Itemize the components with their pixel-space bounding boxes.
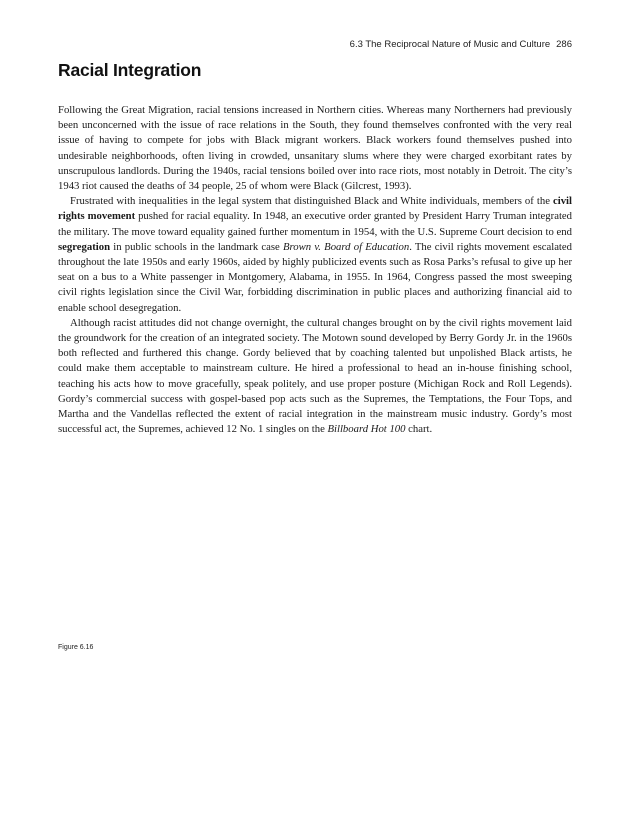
paragraph-text: pushed for racial equality. In 1948, an executive order granted by President Harry Truman integrated the military. The move toward equality gained further momentum in 1954, with the U.S. Supreme Court decision to end [58, 210, 573, 238]
case-name: Brown v. Board of Education [283, 240, 410, 253]
key-term-civil-rights-movement: civil rights movement [58, 195, 572, 223]
paragraph-great-migration: Following the Great Migration, racial tensions increased in Northern cities. Whereas many Northerners had previously been unconcerned with the issue of race relations in the South, they found themselves confronted with the very real issue of having to compete for jobs with Black migrant workers. Black workers found themselves pushed into undesirable neighborhoods, often living in crowded, unsanitary slums where they were charged exorbitant rates by unscrupulous landlords. During the 1940s, racial tensions boiled over into race riots, most notably in Detroit. The city’s 1943 riot caused the deaths of 34 people, 25 of whom were Black (Gilcrest, 1993). [58, 104, 572, 193]
paragraph-text: . The civil rights movement escalated throughout the late 1950s and early 1960s, aided by highly publicized events such as Rosa Parks’s refusal to give up her seat on a bus to a White passenger in Montgomery, Alabama, in 1955. In 1964, Congress passed the most sweeping civil rights legislation since the Civil War, forbidding discrimination in public places and authorizing financial aid to enable school desegregation. [58, 240, 572, 314]
chart-name: Billboard Hot 100 [327, 423, 406, 436]
paragraph-text: Frustrated with inequalities in the legal system that distinguished Black and White individuals, members of the [70, 195, 553, 208]
page-number: 286 [556, 39, 572, 50]
running-header [350, 39, 572, 50]
paragraph-text: in public schools in the landmark case [110, 240, 284, 253]
paragraph-text: Although racist attitudes did not change overnight, the cultural changes brought on by the civil rights movement laid the groundwork for the creation of an integrated society. The Motown sound developed by Berry Gordy Jr. in the 1960s both reflected and furthered this change. Gordy believed that by coaching talented but unpolished Black artists, he could make them acceptable to mainstream culture. He hired a professional to head an in-house finishing school, teaching his acts how to move gracefully, speak politely, and use proper posture (Michigan Rock and Roll Legends). Gordy’s commercial success with gospel-based pop acts such as the Supremes, the Temptations, the Four Tops, and Martha and the Vandellas reflected the extent of racial integration in the mainstream music industry. Gordy’s most successful act, the Supremes, achieved 12 No. 1 singles on the [58, 316, 572, 436]
paragraph-text: chart. [405, 423, 433, 436]
section-heading: Racial Integration [58, 60, 202, 80]
key-term-segregation: segregation [58, 240, 111, 253]
paragraph-motown [58, 316, 572, 438]
paragraph-civil-rights [58, 194, 572, 316]
body-text [58, 103, 572, 437]
running-header-section: 6.3 The Reciprocal Nature of Music and Culture [349, 39, 551, 50]
figure-label: Figure 6.16 [58, 644, 94, 651]
